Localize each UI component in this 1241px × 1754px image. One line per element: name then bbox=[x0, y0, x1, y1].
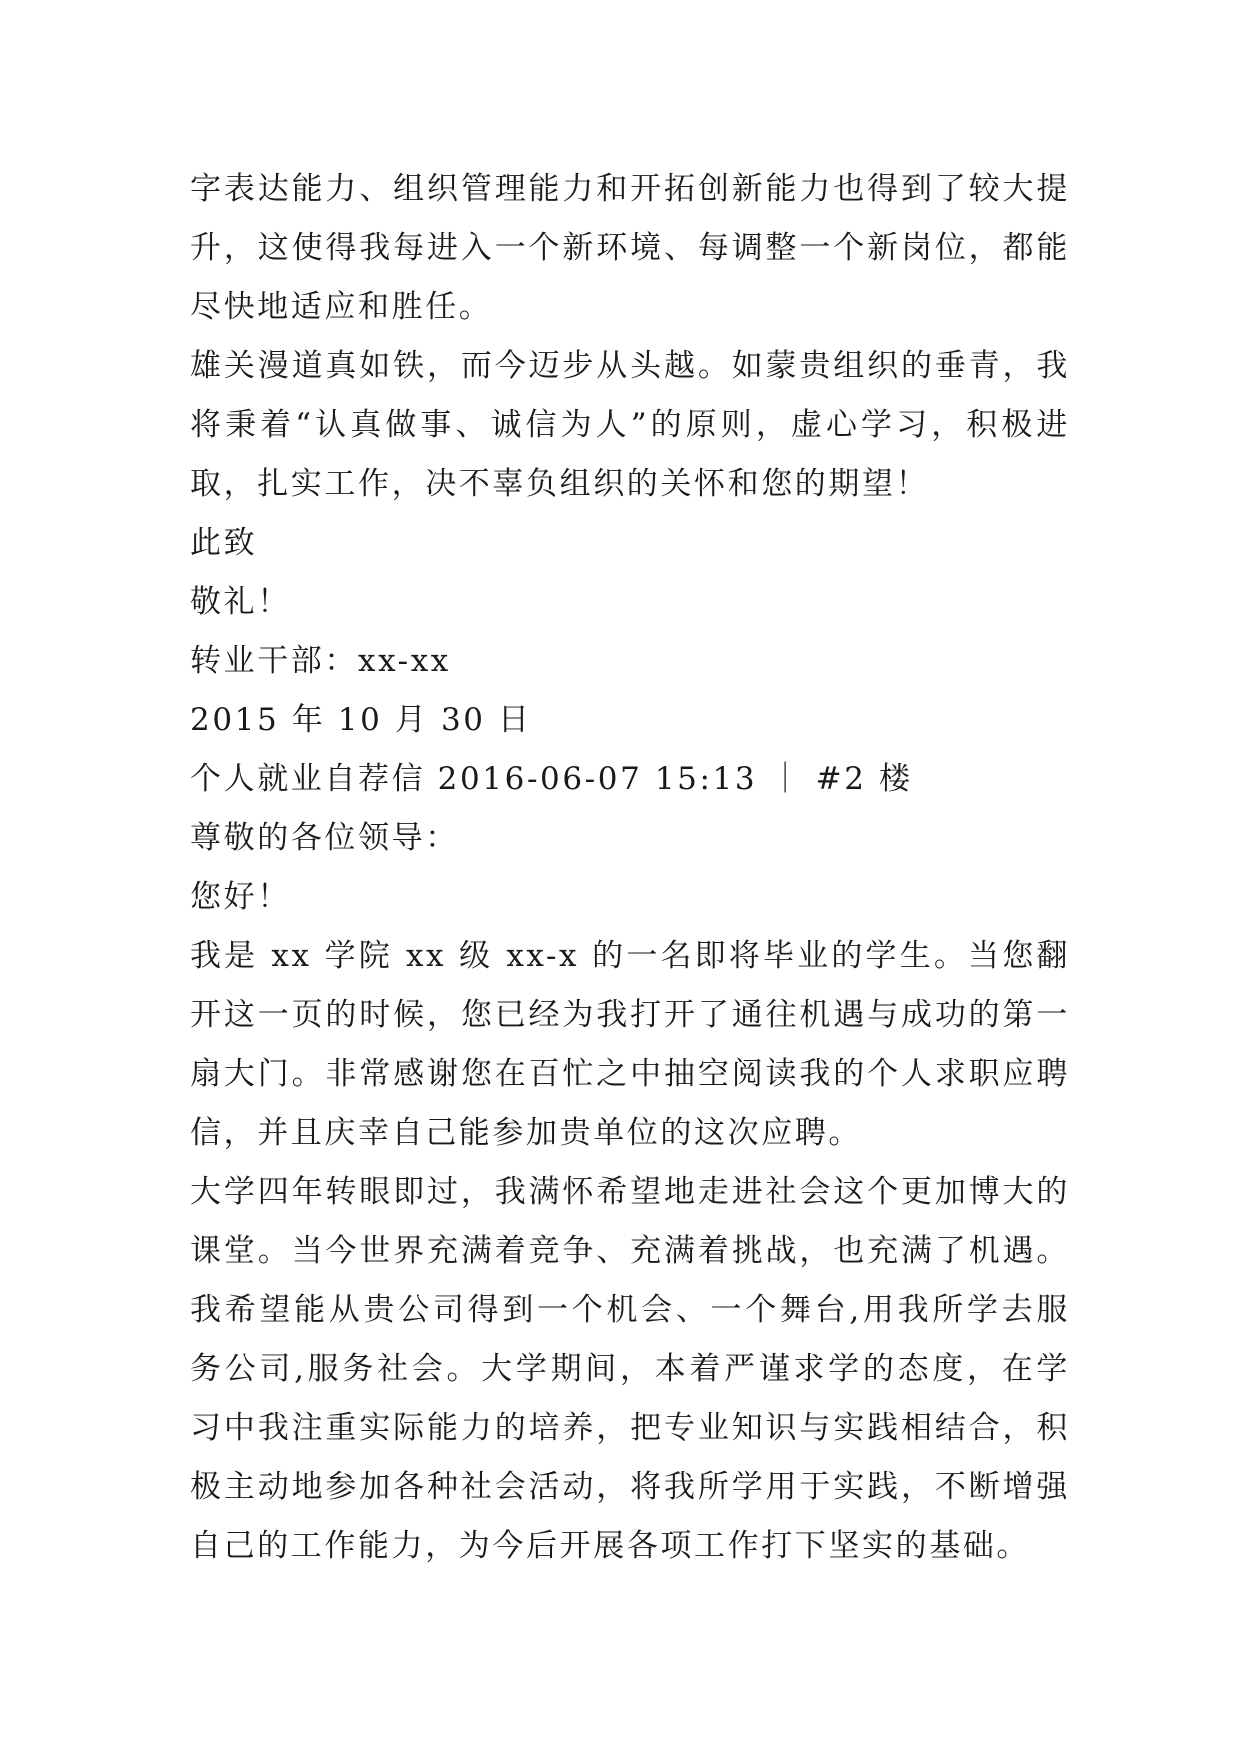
paragraph-university: 大学四年转眼即过，我满怀希望地走进社会这个更加博大的课堂。当今世界充满着竞争、充满着挑战，也充满了机遇。我希望能从贵公司得到一个机会、一个舞台,用我所学去服务公司,服务社会。大学期间，本着严谨求学的态度，在学习中我注重实际能力的培养，把专业知识与实践相结合，积极主动地参加各种社会活动，将我所学用于实践，不断增强自己的工作能力，为今后开展各项工作打下坚实的基础。 bbox=[190, 1174, 1070, 1564]
date-line: 2015 年 10 月 30 日 bbox=[190, 702, 532, 738]
closing-ci-zhi: 此致 bbox=[190, 525, 258, 561]
paragraph-resolution: 雄关漫道真如铁，而今迈步从头越。如蒙贵组织的垂青，我将秉着“认真做事、诚信为人”的原则，虚心学习，积极进取，扎实工作，决不辜负组织的关怀和您的期望！ bbox=[190, 348, 1070, 502]
post-header: 个人就业自荐信 2016-06-07 15:13 ｜ #2 楼 bbox=[190, 761, 913, 797]
document-body bbox=[190, 160, 1070, 1576]
salutation: 尊敬的各位领导： bbox=[190, 820, 459, 856]
greeting: 您好！ bbox=[190, 879, 291, 915]
closing-jing-li: 敬礼！ bbox=[190, 584, 291, 620]
signature-line: 转业干部：xx-xx bbox=[190, 643, 451, 679]
paragraph-abilities: 字表达能力、组织管理能力和开拓创新能力也得到了较大提升，这使得我每进入一个新环境、每调整一个新岗位，都能尽快地适应和胜任。 bbox=[190, 171, 1070, 325]
paragraph-introduction: 我是 xx 学院 xx 级 xx-x 的一名即将毕业的学生。当您翻开这一页的时候，您已经为我打开了通往机遇与成功的第一扇大门。非常感谢您在百忙之中抽空阅读我的个人求职应聘信，并且庆幸自己能参加贵单位的这次应聘。 bbox=[190, 938, 1070, 1151]
